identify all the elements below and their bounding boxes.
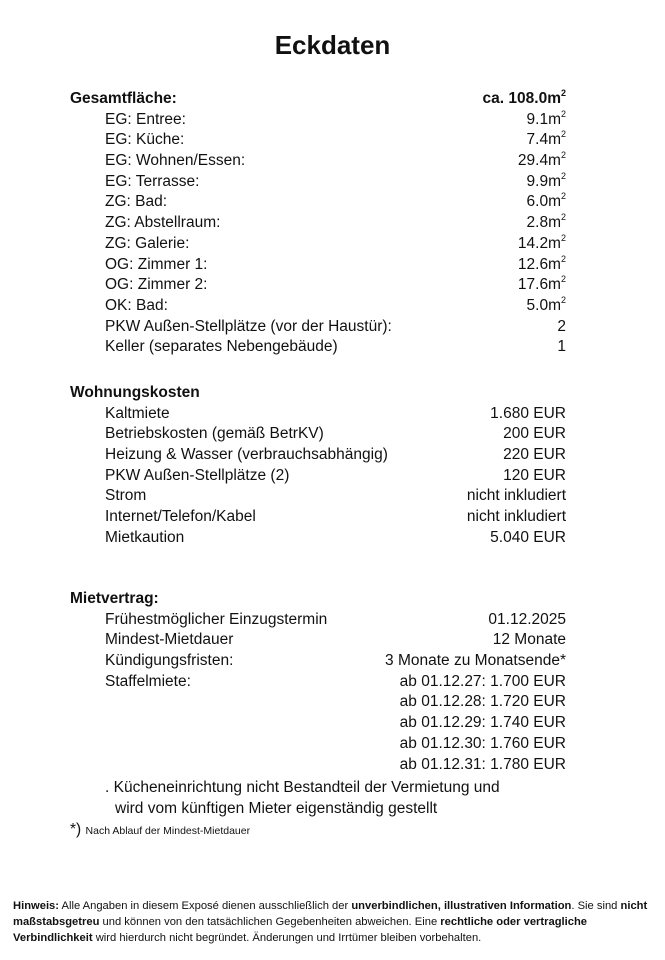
list-item xyxy=(70,692,566,713)
page-title: Eckdaten xyxy=(274,30,391,60)
list-item xyxy=(70,630,566,651)
kitchen-note-line-1: . Kücheneinrichtung nicht Bestandteil der Vermietung und xyxy=(105,779,500,796)
item-value: 220 EUR xyxy=(503,446,566,464)
footnote xyxy=(70,821,250,839)
list-item xyxy=(70,713,566,734)
item-label: Kündigungsfristen: xyxy=(105,652,234,670)
list-item xyxy=(70,734,566,755)
list-item xyxy=(70,317,566,338)
item-label: Strom xyxy=(105,487,147,505)
item-value: $7.4m^2$ xyxy=(526,129,566,149)
item-value: $2.8m^2$ xyxy=(526,212,566,232)
item-value: 12 Monate xyxy=(492,631,566,649)
contract-heading: Mietvertrag: xyxy=(70,590,159,607)
item-label: Mietkaution xyxy=(105,528,185,546)
item-value: ab 01.12.30: 1.760 EUR xyxy=(399,734,566,752)
disclaimer-segment: Alle Angaben in diesem Exposé dienen ausschließlich der xyxy=(59,900,352,912)
item-value: 01.12.2025 xyxy=(488,610,566,628)
item-value: 3 Monate zu Monatsende* xyxy=(385,652,566,670)
list-item xyxy=(70,172,566,193)
kitchen-note xyxy=(105,777,500,819)
item-label: Frühestmöglicher Einzugstermin xyxy=(105,610,328,628)
item-label: Staffelmiete: xyxy=(105,672,191,690)
item-value: nicht inkludiert xyxy=(466,487,566,505)
item-label: EG: Wohnen/Essen: xyxy=(105,152,246,170)
list-item xyxy=(70,275,566,296)
item-label: Internet/Telefon/Kabel xyxy=(105,508,256,526)
list-item xyxy=(70,466,566,487)
costs-heading-row xyxy=(70,383,566,404)
footnote-text: Nach Ablauf der Mindest-Mietdauer xyxy=(85,825,251,837)
item-value: 5.040 EUR xyxy=(490,528,566,546)
item-value: ab 01.12.28: 1.720 EUR xyxy=(399,693,566,711)
list-item xyxy=(70,610,566,631)
disclaimer-segment: Hinweis: xyxy=(13,900,60,912)
item-value: $17.6m^2$ xyxy=(517,274,566,294)
item-value: $14.2m^2$ xyxy=(517,232,566,252)
total-area-value: ca. $108.0m^2$ xyxy=(482,88,566,107)
list-item xyxy=(70,151,566,172)
item-label: EG: Terrasse: xyxy=(105,172,200,190)
item-label: PKW Außen-Stellplätze (vor der Haustür): xyxy=(105,317,392,335)
item-value: $6.0m^2$ xyxy=(526,191,566,211)
contract-heading-row xyxy=(70,589,566,610)
disclaimer xyxy=(13,898,658,947)
disclaimer-segment: nicht maßstabsgetreu xyxy=(13,900,648,929)
list-item xyxy=(70,192,566,213)
list-item xyxy=(70,255,566,276)
item-value: 1.680 EUR xyxy=(490,404,566,422)
list-item xyxy=(70,296,566,317)
contract-section xyxy=(70,589,566,775)
item-value: $5.0m^2$ xyxy=(526,294,566,314)
item-label xyxy=(70,755,105,776)
item-label: Kaltmiete xyxy=(105,404,170,422)
list-item xyxy=(70,213,566,234)
item-label: ZG: Bad: xyxy=(105,193,168,211)
list-item xyxy=(70,445,566,466)
disclaimer-segment: und können von den tatsächlichen Gegebenheiten abweichen. Eine xyxy=(99,916,441,929)
item-value: $29.4m^2$ xyxy=(517,150,566,170)
list-item xyxy=(70,755,566,776)
list-item xyxy=(70,651,566,672)
list-item xyxy=(70,507,566,528)
item-value: $12.6m^2$ xyxy=(517,253,566,273)
item-value: $9.9m^2$ xyxy=(526,170,566,190)
item-label xyxy=(70,692,105,713)
item-value: 1 xyxy=(557,338,566,356)
item-label: Keller (separates Nebengebäude) xyxy=(105,338,338,356)
item-label: Mindest-Mietdauer xyxy=(105,631,234,649)
item-label xyxy=(70,734,105,755)
list-item xyxy=(70,672,566,693)
costs-heading: Wohnungskosten xyxy=(70,384,200,401)
area-section xyxy=(70,89,566,358)
list-item xyxy=(70,404,566,425)
list-item xyxy=(70,110,566,131)
item-value: ab 01.12.31: 1.780 EUR xyxy=(399,755,566,773)
item-value: $9.1m^2$ xyxy=(526,108,566,128)
total-area-label: Gesamtfläche: xyxy=(70,90,177,107)
item-value: 2 xyxy=(557,317,566,335)
list-item xyxy=(70,486,566,507)
total-area-row xyxy=(70,89,566,110)
item-label: Betriebskosten (gemäß BetrKV) xyxy=(105,425,324,443)
list-item xyxy=(70,130,566,151)
item-label: OK: Bad: xyxy=(105,296,168,314)
item-label: ZG: Abstellraum: xyxy=(105,214,221,232)
list-item xyxy=(70,424,566,445)
item-label: Heizung & Wasser (verbrauchsabhängig) xyxy=(105,446,388,464)
item-label: OG: Zimmer 1: xyxy=(105,255,208,273)
costs-section xyxy=(70,383,566,549)
item-value: 200 EUR xyxy=(503,425,566,443)
footnote-mark: *) xyxy=(70,821,82,838)
list-item xyxy=(70,337,566,358)
item-value: 120 EUR xyxy=(503,466,566,484)
item-label: EG: Küche: xyxy=(105,131,185,149)
item-value: ab 01.12.27: 1.700 EUR xyxy=(399,672,566,690)
item-label: ZG: Galerie: xyxy=(105,234,190,252)
item-label: OG: Zimmer 2: xyxy=(105,276,208,294)
list-item xyxy=(70,234,566,255)
item-value: ab 01.12.29: 1.740 EUR xyxy=(399,714,566,732)
disclaimer-segment: . Sie sind xyxy=(571,900,621,912)
disclaimer-segment: rechtliche oder vertragliche Verbindlichkeit xyxy=(13,916,588,945)
item-label: EG: Entree: xyxy=(105,110,186,128)
disclaimer-segment: unverbindlichen, illustrativen Information xyxy=(351,900,572,912)
item-label: PKW Außen-Stellplätze (2) xyxy=(105,466,290,484)
disclaimer-segment: wird hierdurch nicht begründet. Änderungen und Irrtümer bleiben vorbehalten. xyxy=(92,932,482,945)
item-label xyxy=(70,713,105,734)
kitchen-note-line-2: wird vom künftigen Mieter eigenständig gestellt xyxy=(115,800,438,817)
item-value: nicht inkludiert xyxy=(466,508,566,526)
list-item xyxy=(70,528,566,549)
